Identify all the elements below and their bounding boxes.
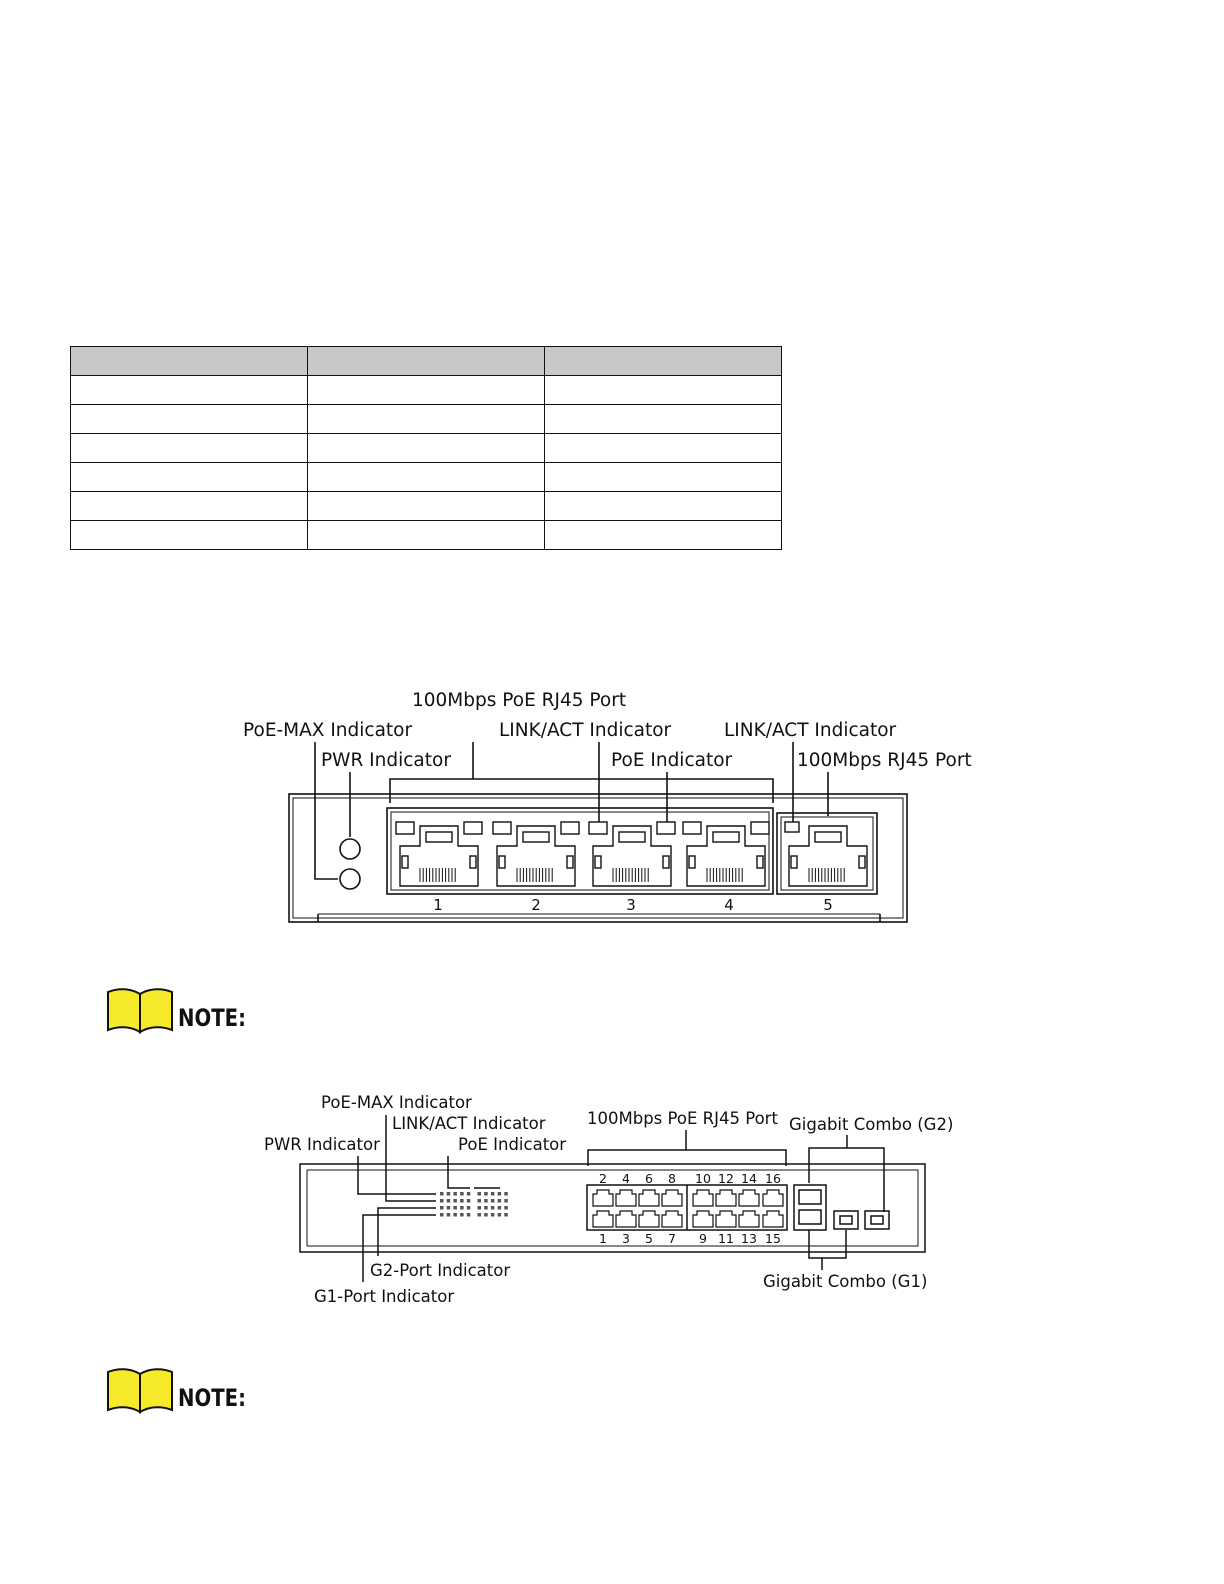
note-block [106,986,266,1036]
poe-ports [396,822,867,886]
port-number: 6 [645,1171,653,1186]
rj45-port [739,1211,759,1227]
indicator-led [478,1199,482,1203]
indicator-led [498,1213,502,1217]
rj45-port [616,1190,636,1206]
port-number: 12 [718,1171,734,1186]
port-number: 3 [622,1231,630,1246]
indicator-led [484,1199,488,1203]
port-number: 8 [668,1171,676,1186]
table-cell [545,492,782,521]
label-poe-port: 100Mbps PoE RJ45 Port [587,1109,778,1128]
port-number: 7 [668,1231,676,1246]
indicator-led [447,1213,451,1217]
label-poe-indicator: PoE Indicator [611,750,733,771]
table-header-cell [308,347,545,376]
switch-5port-diagram [0,680,1224,930]
indicator-led [504,1206,508,1210]
label-poe-port: 100Mbps PoE RJ45 Port [412,690,627,711]
top-port-numbers [599,1171,781,1186]
indicator-led [453,1213,457,1217]
label-pwr: PWR Indicator [264,1135,380,1154]
indicator-led [440,1213,444,1217]
table-cell [545,463,782,492]
table-cell [545,405,782,434]
rj45-port [693,1190,713,1206]
table-cell [71,405,308,434]
label-pwr: PWR Indicator [321,750,451,771]
label-combo-g2: Gigabit Combo (G2) [789,1115,954,1134]
indicator-led [467,1192,471,1196]
indicator-led [478,1206,482,1210]
poe-ports [593,1190,783,1227]
rj45-port [396,822,482,886]
port-number: 10 [695,1171,711,1186]
port-number: 1 [599,1231,607,1246]
rj45-port [785,822,867,886]
rj45-port [662,1211,682,1227]
port-number: 4 [724,896,734,914]
port-number: 2 [531,896,541,914]
table-row [71,463,782,492]
label-link-act: LINK/ACT Indicator [392,1114,546,1133]
indicator-led [498,1206,502,1210]
rj45-port [589,822,675,886]
indicator-led [440,1199,444,1203]
table-row [71,405,782,434]
rj45-port [639,1211,659,1227]
bottom-port-numbers [599,1231,781,1246]
indicator-led [498,1199,502,1203]
indicator-led [504,1199,508,1203]
table-cell [545,376,782,405]
indicator-led [447,1199,451,1203]
table-row [71,376,782,405]
indicator-led [467,1206,471,1210]
indicator-led [467,1199,471,1203]
spec-table [70,346,782,550]
indicator-led [491,1213,495,1217]
table-cell [71,492,308,521]
indicator-led-grid [440,1192,508,1217]
indicator-led [491,1206,495,1210]
indicator-led [440,1206,444,1210]
label-link-act: LINK/ACT Indicator [499,720,672,741]
note-label: NOTE: [178,1004,246,1032]
indicator-led [453,1206,457,1210]
table-cell [71,521,308,550]
table-cell [308,521,545,550]
port-number: 2 [599,1171,607,1186]
port-number: 16 [765,1171,781,1186]
table-cell [308,463,545,492]
table-cell [308,405,545,434]
table-header-cell [71,347,308,376]
table-row [71,434,782,463]
indicator-led [440,1192,444,1196]
label-poe-indicator: PoE Indicator [458,1135,567,1154]
label-g1-port: G1-Port Indicator [314,1287,455,1306]
rj45-port [616,1211,636,1227]
table-header-cell [545,347,782,376]
rj45-port [739,1190,759,1206]
rj45-port [763,1211,783,1227]
rj45-port [639,1190,659,1206]
rj45-port [593,1211,613,1227]
table-cell [308,434,545,463]
indicator-led [504,1213,508,1217]
switch-16port-diagram [0,1088,1224,1310]
label-g2-port: G2-Port Indicator [370,1261,511,1280]
indicator-led [467,1213,471,1217]
note-book-icon [106,1366,176,1416]
indicator-led [484,1192,488,1196]
indicator-led [460,1206,464,1210]
table-cell [545,434,782,463]
indicator-led [484,1206,488,1210]
indicator-led [460,1199,464,1203]
rj45-port [683,822,769,886]
indicator-led [453,1199,457,1203]
indicator-led [491,1192,495,1196]
table-cell [71,376,308,405]
port-number: 5 [645,1231,653,1246]
port-number: 5 [823,896,833,914]
port-number: 15 [765,1231,781,1246]
indicator-led [460,1192,464,1196]
rj45-port [593,1190,613,1206]
note-label: NOTE: [178,1384,246,1412]
label-rj45-port: 100Mbps RJ45 Port [797,750,972,771]
table-cell [308,376,545,405]
rj45-port [693,1211,713,1227]
table-cell [71,463,308,492]
indicator-led [484,1213,488,1217]
table-cell [308,492,545,521]
indicator-led [498,1192,502,1196]
label-combo-g1: Gigabit Combo (G1) [763,1272,928,1291]
table-row [71,521,782,550]
indicator-led [460,1213,464,1217]
port-number: 3 [626,896,636,914]
label-link-act-right: LINK/ACT Indicator [724,720,897,741]
indicator-led [447,1206,451,1210]
port-number: 9 [699,1231,707,1246]
rj45-port [763,1190,783,1206]
port-number: 14 [741,1171,757,1186]
port-number: 13 [741,1231,757,1246]
note-block [106,1366,266,1416]
label-poe-max: PoE-MAX Indicator [321,1093,472,1112]
rj45-port [716,1190,736,1206]
table-cell [71,434,308,463]
port-number: 1 [433,896,443,914]
table-header-row [71,347,782,376]
port-number: 11 [718,1231,734,1246]
indicator-led [478,1192,482,1196]
port-number: 4 [622,1171,630,1186]
note-book-icon [106,986,176,1036]
table-row [71,492,782,521]
label-poe-max: PoE-MAX Indicator [243,720,413,741]
table-cell [545,521,782,550]
rj45-port [662,1190,682,1206]
indicator-led [491,1199,495,1203]
rj45-port [716,1211,736,1227]
indicator-led [447,1192,451,1196]
indicator-led [478,1213,482,1217]
rj45-port [493,822,579,886]
indicator-led [453,1192,457,1196]
indicator-led [504,1192,508,1196]
